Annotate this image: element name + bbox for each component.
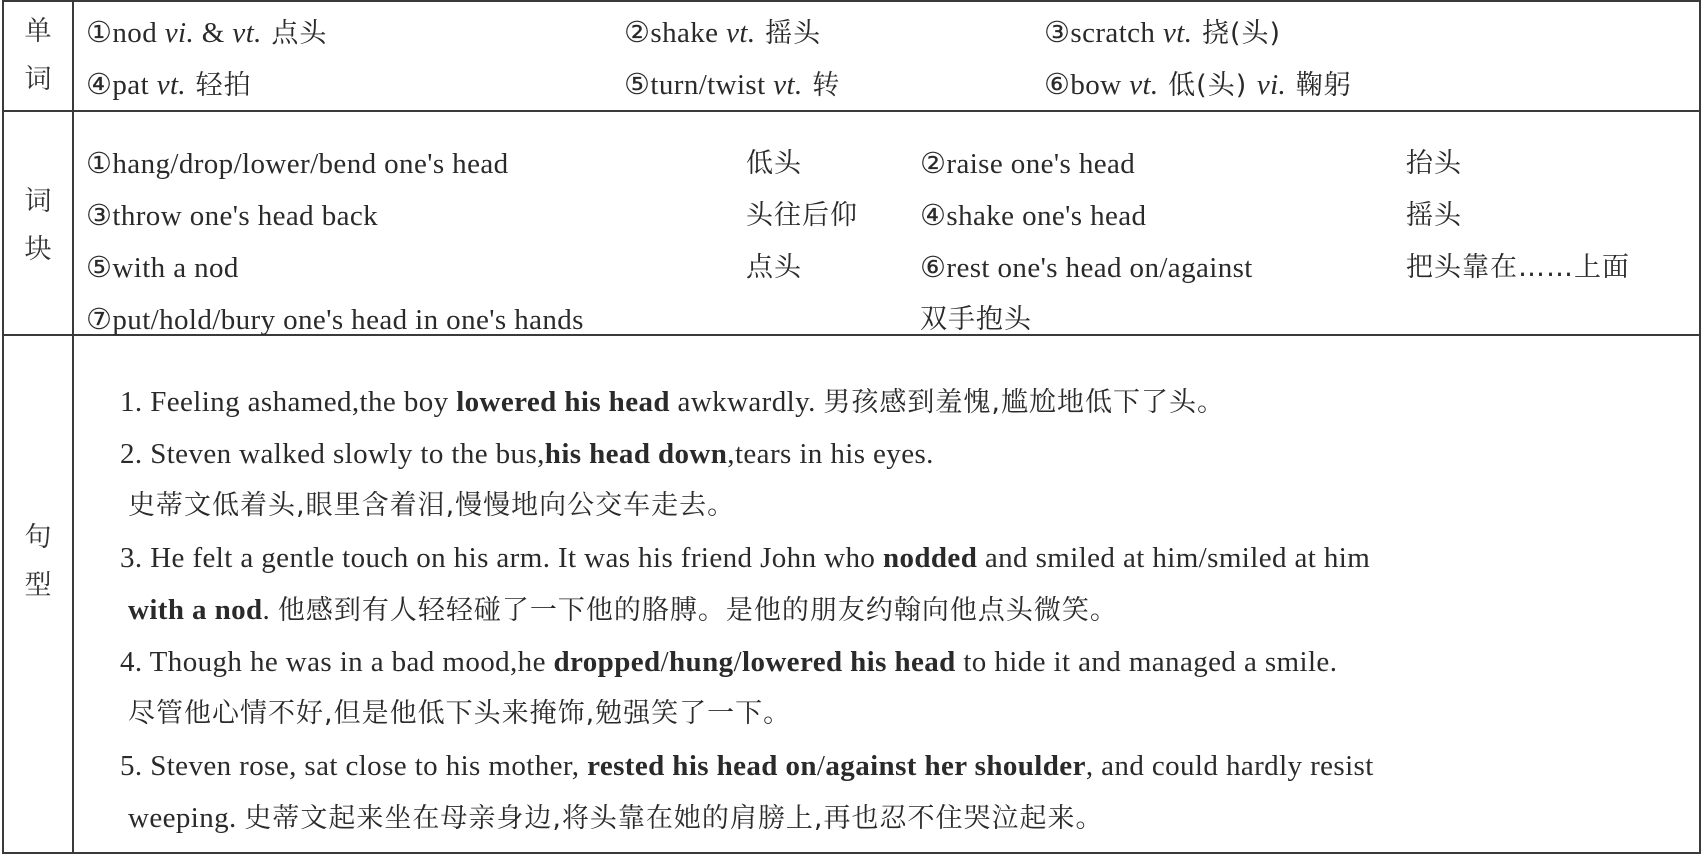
word-item-nod: ①nod vi. & vt. 点头 <box>86 17 328 49</box>
chunk-meaning-2: 抬头 <box>1406 148 1462 179</box>
chunk-phrase-2: ②raise one's head <box>920 148 1136 180</box>
sentence-4-translation: 尽管他心情不好,但是他低下头来掩饰,勉强笑了一下。 <box>128 698 792 729</box>
word-item-turn-twist: ⑤turn/twist vt. 转 <box>624 69 841 101</box>
label-sentences-2: 型 <box>24 570 52 601</box>
chunk-phrase-3: ③throw one's head back <box>86 200 379 232</box>
chunk-phrase-4: ④shake one's head <box>920 200 1147 232</box>
chunk-meaning-3: 头往后仰 <box>746 200 858 231</box>
chunk-meaning-1: 低头 <box>746 148 802 179</box>
chunk-phrase-6: ⑥rest one's head on/against <box>920 252 1253 284</box>
chunk-meaning-7: 双手抱头 <box>920 304 1032 335</box>
chunk-phrase-7: ⑦put/hold/bury one's head in one's hands <box>86 304 584 336</box>
word-item-shake: ②shake vt. 摇头 <box>624 17 822 49</box>
sentence-4: 4. Though he was in a bad mood,he dropped/hung/lowered his head to hide it and managed a smile. <box>120 646 1338 678</box>
sentence-2-translation: 史蒂文低着头,眼里含着泪,慢慢地向公交车走去。 <box>128 490 736 521</box>
chunk-phrase-5: ⑤with a nod <box>86 252 239 284</box>
chunk-meaning-5: 点头 <box>746 252 802 283</box>
sentence-2: 2. Steven walked slowly to the bus,his head down,tears in his eyes. <box>120 438 934 470</box>
sentence-3-continuation: with a nod. 他感到有人轻轻碰了一下他的胳膊。是他的朋友约翰向他点头微笑。 <box>128 594 1118 626</box>
label-sentences-1: 句 <box>24 522 52 553</box>
chunk-phrase-1: ①hang/drop/lower/bend one's head <box>86 148 509 180</box>
chunk-meaning-6: 把头靠在……上面 <box>1406 252 1630 283</box>
word-item-bow: ⑥bow vt. 低(头) vi. 鞠躬 <box>1044 69 1352 101</box>
label-chunks-1: 词 <box>24 186 52 217</box>
label-column-divider <box>72 0 74 854</box>
word-item-scratch: ③scratch vt. 挠(头) <box>1044 17 1282 49</box>
chunk-meaning-4: 摇头 <box>1406 200 1462 231</box>
word-item-pat: ④pat vt. 轻拍 <box>86 69 252 101</box>
sentence-1: 1. Feeling ashamed,the boy lowered his head awkwardly. 男孩感到羞愧,尴尬地低下了头。 <box>120 386 1226 418</box>
sentence-5: 5. Steven rose, sat close to his mother, rested his head on/against her shoulder, and could hardly resist <box>120 750 1374 782</box>
label-chunks-2: 块 <box>24 234 52 265</box>
sentence-3: 3. He felt a gentle touch on his arm. It was his friend John who nodded and smiled at him/smiled at him <box>120 542 1371 574</box>
sentence-5-continuation: weeping. 史蒂文起来坐在母亲身边,将头靠在她的肩膀上,再也忍不住哭泣起来。 <box>128 802 1104 834</box>
label-words-2: 词 <box>24 64 52 95</box>
row-divider-words <box>2 110 1701 112</box>
label-words-1: 单 <box>24 16 52 47</box>
